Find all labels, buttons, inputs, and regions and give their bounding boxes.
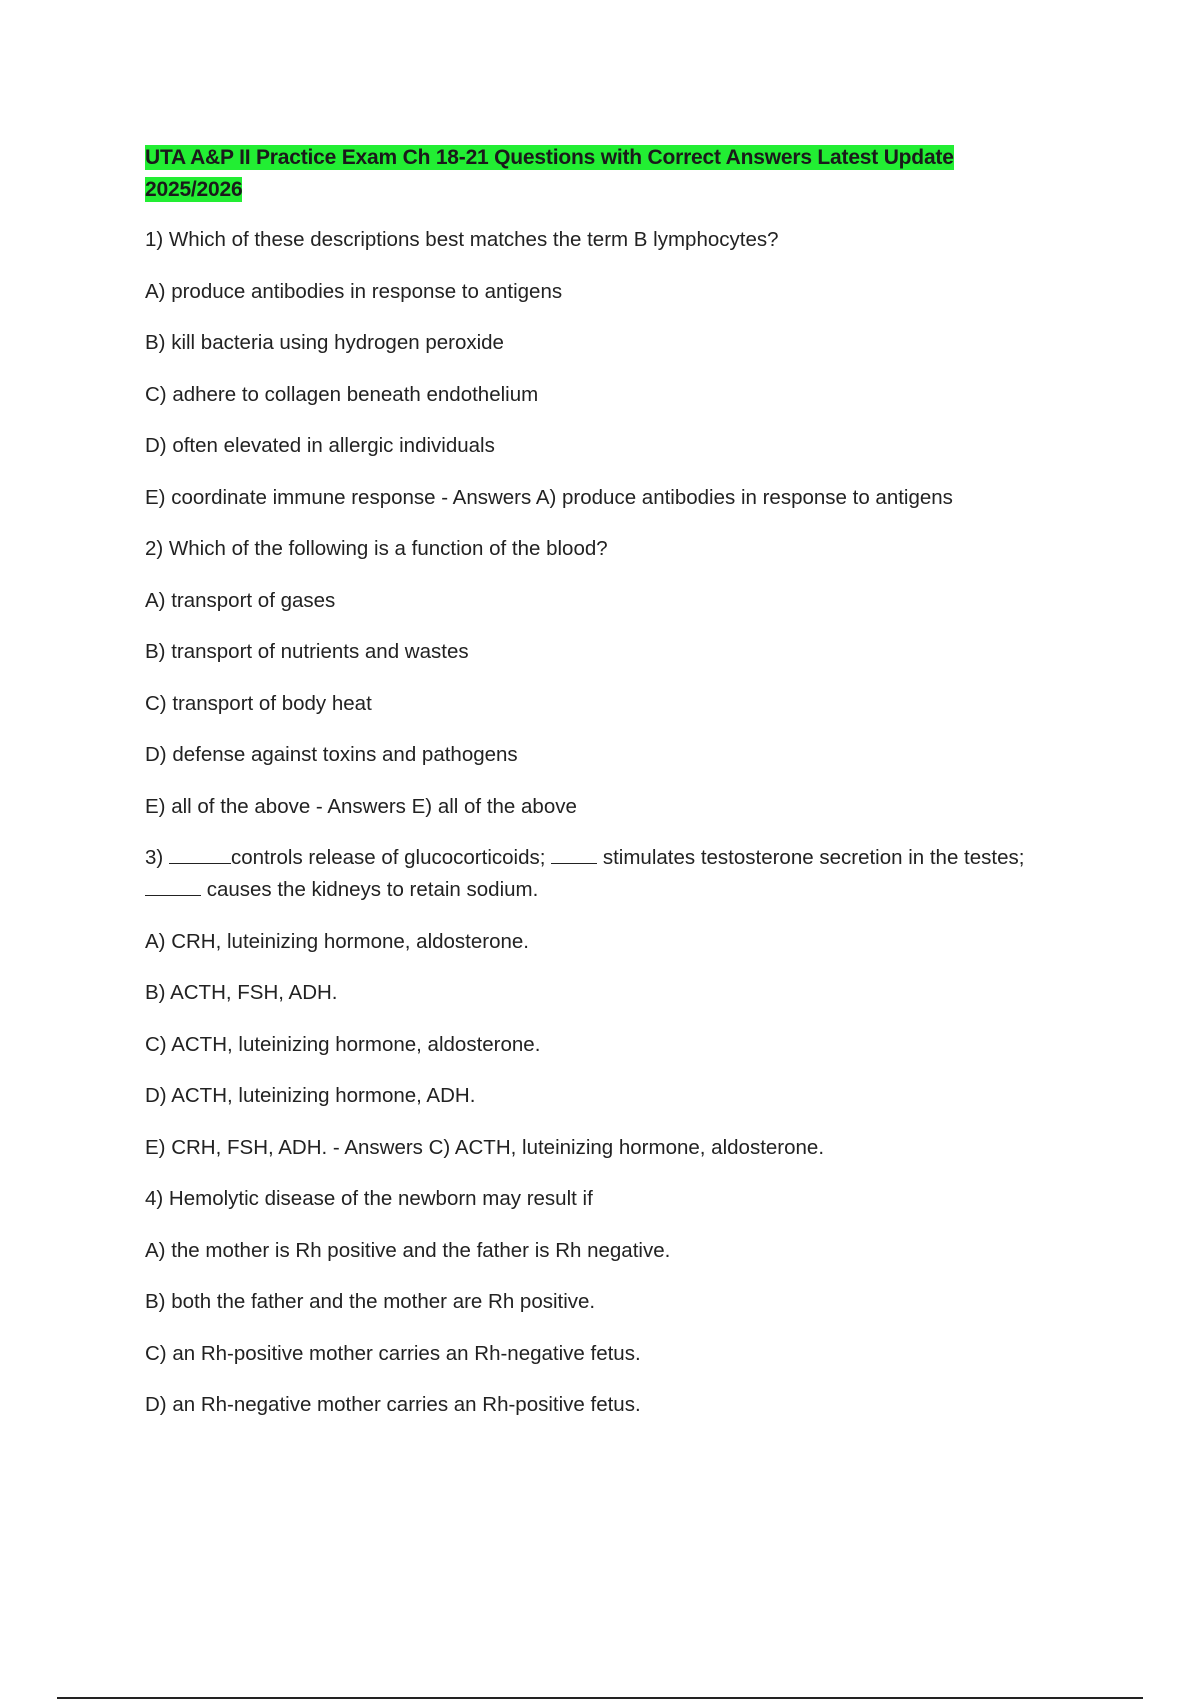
question-2 xyxy=(145,533,1055,823)
option-b: B) ACTH, FSH, ADH. xyxy=(145,981,338,1004)
option-a: A) produce antibodies in response to antigens xyxy=(145,279,563,303)
footer-divider xyxy=(57,1697,1143,1699)
question-1 xyxy=(145,224,1055,514)
option-c: C) transport of body heat xyxy=(145,691,372,715)
option-c: C) adhere to collagen beneath endothelium xyxy=(145,382,539,406)
fill-blank-2 xyxy=(551,845,597,864)
document-title xyxy=(145,142,1025,206)
option-e-with-answer: E) all of the above - Answers E) all of the above xyxy=(145,794,577,818)
question-3 xyxy=(145,842,1055,1164)
option-b: B) both the father and the mother are Rh positive. xyxy=(145,1290,596,1313)
option-c: C) ACTH, luteinizing hormone, aldosterone. xyxy=(145,1032,541,1056)
option-b: B) kill bacteria using hydrogen peroxide xyxy=(145,331,504,354)
option-e-with-answer: E) coordinate immune response - Answers A) produce antibodies in response to antigens xyxy=(145,485,953,509)
fill-blank-1 xyxy=(169,845,231,864)
question-number: 3) xyxy=(145,846,164,869)
option-d: D) an Rh-negative mother carries an Rh-positive fetus. xyxy=(145,1393,641,1416)
option-d: D) often elevated in allergic individuals xyxy=(145,434,495,457)
document-body xyxy=(145,224,1055,1441)
question-text: 4) Hemolytic disease of the newborn may result if xyxy=(145,1187,593,1210)
question-text: 2) Which of the following is a function of the blood? xyxy=(145,537,608,560)
option-a: A) transport of gases xyxy=(145,588,336,612)
option-a: A) the mother is Rh positive and the father is Rh negative. xyxy=(145,1238,671,1262)
option-d: D) defense against toxins and pathogens xyxy=(145,743,518,766)
question-4 xyxy=(145,1183,1055,1421)
option-c: C) an Rh-positive mother carries an Rh-negative fetus. xyxy=(145,1341,641,1365)
question-text: 1) Which of these descriptions best matches the term B lymphocytes? xyxy=(145,228,779,251)
option-a: A) CRH, luteinizing hormone, aldosterone. xyxy=(145,929,529,953)
question-text xyxy=(145,842,1055,906)
question-part-3: causes the kidneys to retain sodium. xyxy=(206,878,539,901)
option-b: B) transport of nutrients and wastes xyxy=(145,640,469,663)
title-highlight: UTA A&P II Practice Exam Ch 18-21 Questions with Correct Answers Latest Update 2025/2026 xyxy=(145,146,954,201)
question-part-2: stimulates testosterone secretion in the testes; xyxy=(602,846,1025,869)
fill-blank-3 xyxy=(145,877,201,896)
option-d: D) ACTH, luteinizing hormone, ADH. xyxy=(145,1084,476,1107)
question-part-1: controls release of glucocorticoids; xyxy=(230,846,546,869)
option-e-with-answer: E) CRH, FSH, ADH. - Answers C) ACTH, luteinizing hormone, aldosterone. xyxy=(145,1135,825,1159)
